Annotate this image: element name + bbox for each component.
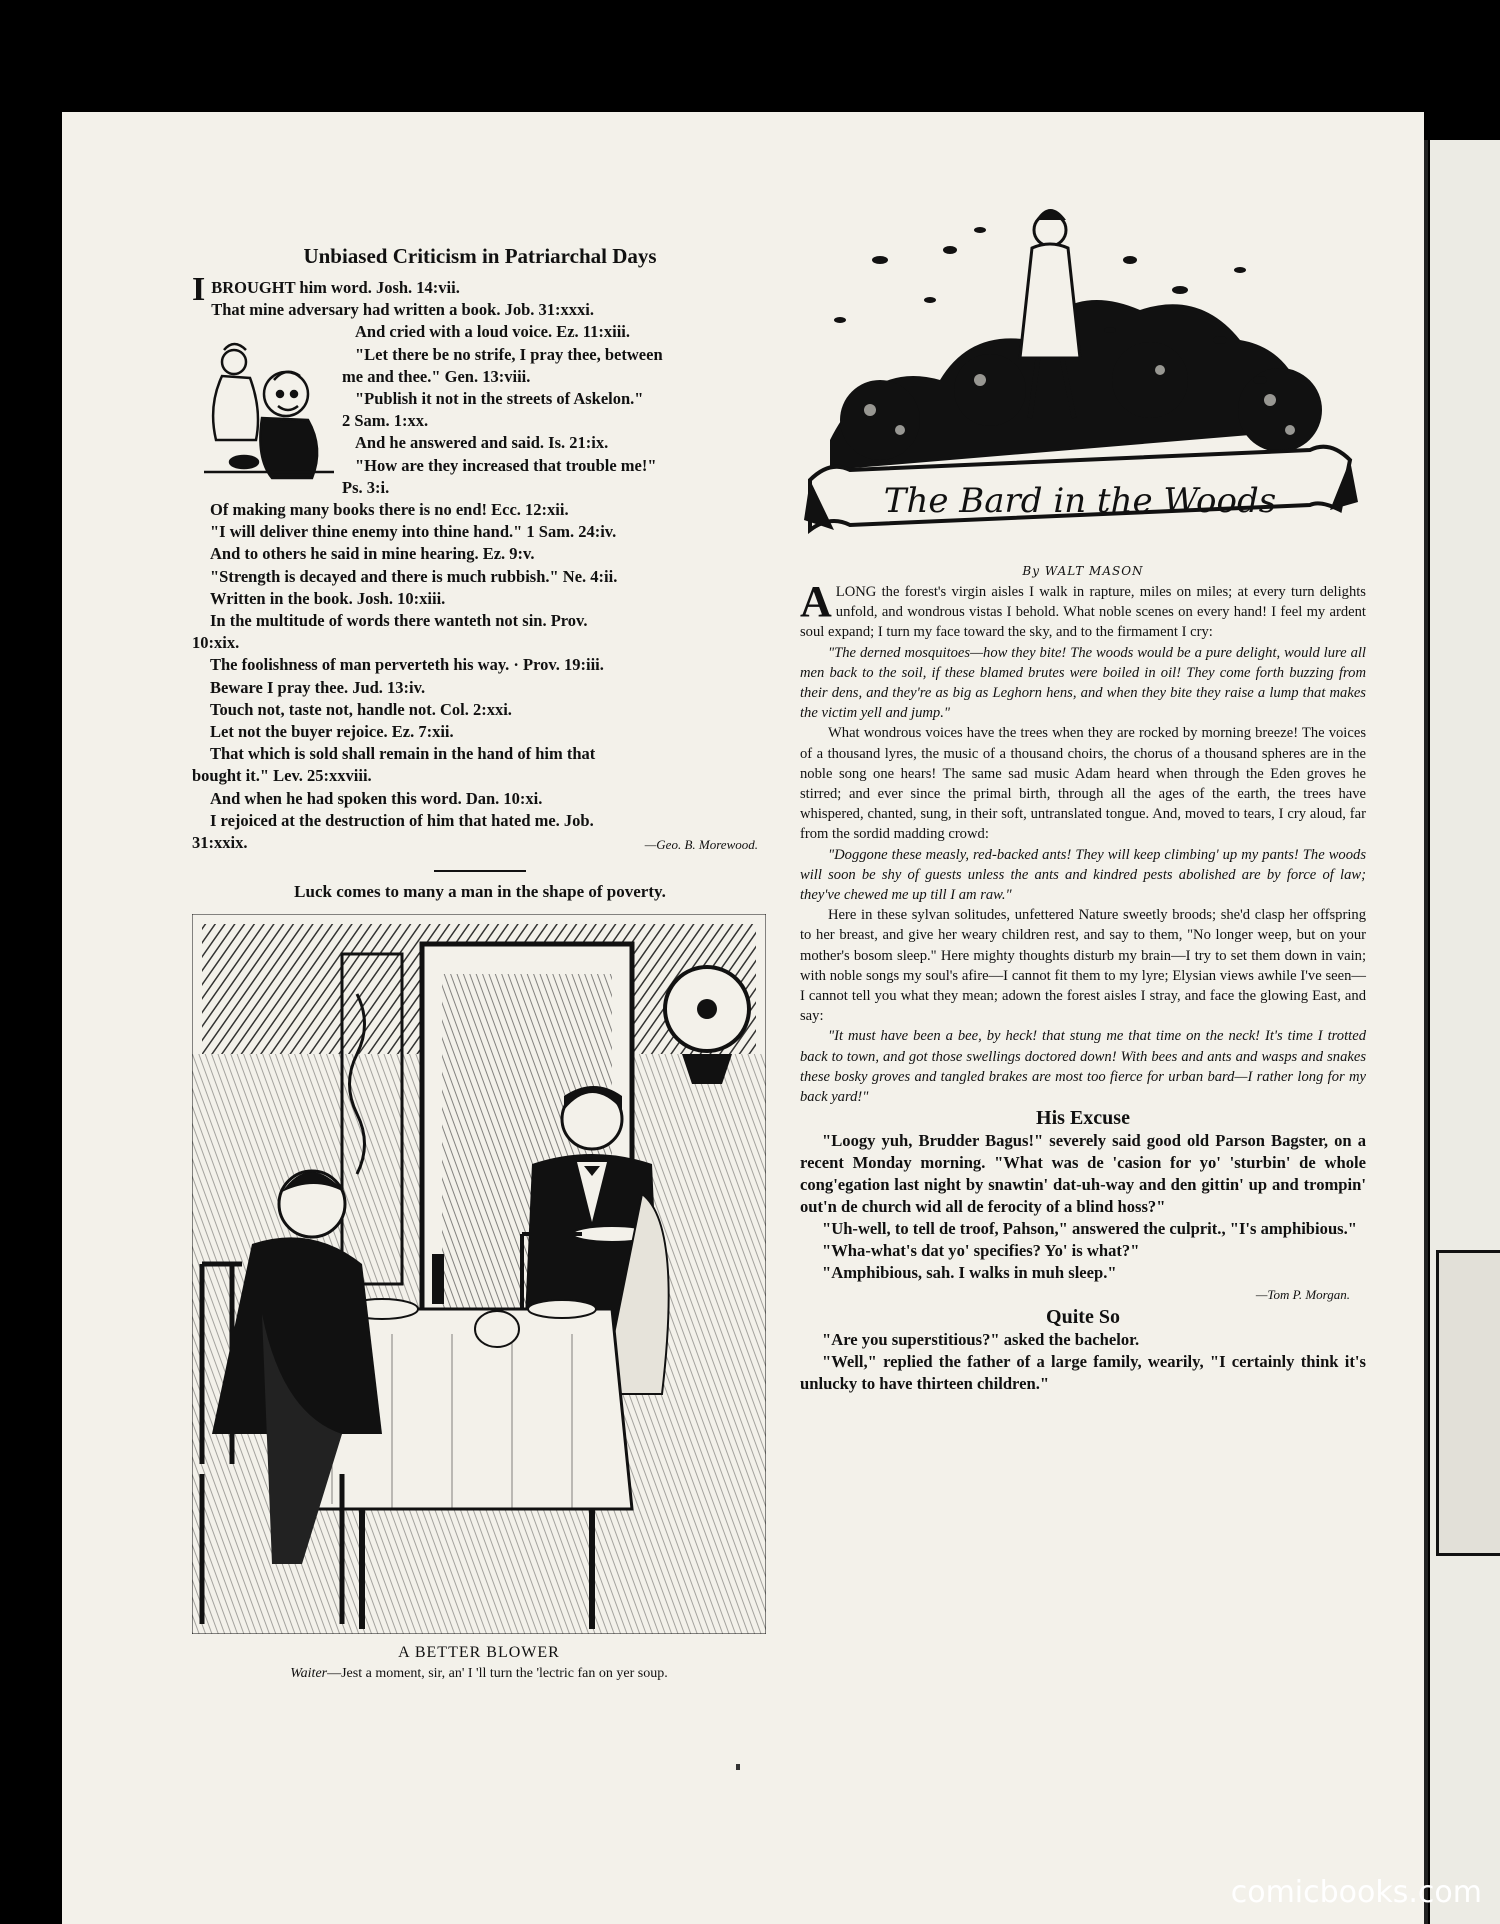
criticism-line: And cried with a loud voice. Ez. 11:xiii. (355, 322, 631, 342)
criticism-signature: —Geo. B. Morewood. (644, 837, 758, 853)
dining-car-illustration-block (192, 914, 766, 1682)
criticism-line: I rejoiced at the destruction of him that hated me. Job. (210, 810, 594, 830)
bard-paragraph: "The derned mosquitoes—how they bite! The woods would be a pure delight, would lure all men back to the soil, if these blamed brutes were boiled in oil! They come forth buzzing from their dens, and they're as big as Leghorn hens, and when they bite they raise a lump that makes the victim yell and jump." (800, 644, 1366, 722)
quite-paragraph: "Well," replied the father of a large family, wearily, "I certainly think it's unlucky to have thirteen children." (800, 1352, 1366, 1394)
excuse-paragraph: "Amphibious, sah. I walks in muh sleep." (822, 1263, 1117, 1283)
excuse-title: His Excuse (1036, 1107, 1130, 1130)
page-gutter (1424, 140, 1428, 1924)
excuse-paragraph: "Uh-well, to tell de troof, Pahson," answered the culprit., "I's amphibious." (822, 1219, 1357, 1239)
criticism-line: That which is sold shall remain in the hand of him that (210, 744, 596, 764)
criticism-line: Of making many books there is no end! Ecc. 12:xii. (210, 500, 569, 520)
criticism-line: In the multitude of words there wanteth not sin. Prov. (210, 611, 588, 631)
criticism-line: Written in the book. Josh. 10:xiii. (210, 588, 446, 608)
criticism-line: "Publish it not in the streets of Askelon." (355, 389, 644, 409)
criticism-title: Unbiased Criticism in Patriarchal Days (303, 244, 657, 268)
readers-sketch (194, 332, 344, 482)
page-mark (736, 1764, 740, 1770)
bard-poem (800, 577, 1366, 1107)
next-page-edge (1430, 140, 1500, 1924)
bard-paragraph: ALONG the forest's virgin aisles I walk in rapture, miles on miles; at every turn delights unfold, and wondrous vistas I behold. What noble scenes on every hand! I feel my ardent soul expand; I turn my face toward the sky, and to the firmament I cry: (800, 577, 1366, 641)
bard-banner-title: The Bard in the Woods (883, 481, 1277, 521)
watermark: comicbooks.com (1230, 1875, 1482, 1910)
criticism-line: bought it." Lev. 25:xxviii. (192, 766, 372, 786)
criticism-line: Let not the buyer rejoice. Ez. 7:xii. (210, 722, 454, 742)
criticism-line: And when he had spoken this word. Dan. 10:xi. (210, 788, 543, 808)
bard-paragraph: "It must have been a bee, by heck! that stung me that time on the neck! It's time I trotted back to town, and got those swellings doctored down! With bees and ants and wasps and snakes these bosky groves and tangled brakes are most too fierce for urban bard—I rather long for my back yard!" (800, 1028, 1366, 1106)
caption-speaker: Waiter (290, 1666, 328, 1681)
divider-rule (434, 870, 526, 872)
excuse-paragraph: "Wha-what's dat yo' specifies? Yo' is what?" (822, 1241, 1140, 1261)
illustration-caption (192, 1666, 766, 1682)
illustration-caption-title: A BETTER BLOWER (398, 1644, 560, 1661)
criticism-line: The foolishness of man perverteth his way. · Prov. 19:iii. (210, 655, 604, 675)
caption-text: —Jest a moment, sir, an' I 'll turn the 'lectric fan on yer soup. (327, 1666, 668, 1681)
quite-story (800, 1329, 1366, 1395)
dining-car-illustration (192, 914, 766, 1634)
excuse-signature: —Tom P. Morgan. (1255, 1287, 1350, 1303)
criticism-line: me and thee." Gen. 13:viii. (342, 366, 531, 386)
criticism-line: 10:xix. (192, 633, 240, 653)
criticism-line: "I will deliver thine enemy into thine hand." 1 Sam. 24:iv. (210, 522, 617, 542)
quite-paragraph: "Are you superstitious?" asked the bachelor. (822, 1330, 1140, 1350)
criticism-line: 2 Sam. 1:xx. (342, 411, 429, 431)
quite-title: Quite So (1046, 1306, 1120, 1329)
next-page-frame (1436, 1250, 1500, 1556)
criticism-line: Touch not, taste not, handle not. Col. 2:xxi. (210, 699, 512, 719)
bard-paragraph: What wondrous voices have the trees when they are rocked by morning breeze! The voices of a thousand lyres, the music of a thousand choirs, the chorus of a thousand spheres are in the noble song one hears! The same sad music Adam heard when through the Eden groves he stirred; and ever since the primal birth, through all the ages of the earth, the trees have whispered, chanted, sung, in their soft, untranslated tongue. And, moved to tears, I cry aloud, far from the sordid madding crowd: (800, 725, 1366, 843)
criticism-line: "How are they increased that trouble me!" (355, 455, 657, 475)
criticism-line: 31:xxix. (192, 833, 248, 853)
bard-banner-illustration (800, 190, 1360, 560)
criticism-line: And he answered and said. Is. 21:ix. (355, 433, 609, 453)
bard-paragraph: "Doggone these measly, red-backed ants! They will keep climbing' up my pants! The woods will soon be shy of guests unless the ants and kindred pests abolished are by force of law; they've chewed me up till I am raw." (800, 846, 1366, 904)
criticism-line: Ps. 3:i. (342, 477, 390, 497)
excuse-paragraph: "Loogy yuh, Brudder Bagus!" severely said good old Parson Bagster, on a recent Monday morning. "What was de 'casion for yo' 'sturbin' de whole cong'egation last night by snawtin' dat-uh-way and den gittin' up and trompin' out'n de church wid all de ferocity of a blind hoss?" (800, 1131, 1366, 1217)
criticism-line: I BROUGHT him word. Josh. 14:vii. (192, 271, 460, 308)
luck-quip: Luck comes to many a man in the shape of poverty. (294, 882, 666, 902)
criticism-line: Beware I pray thee. Jud. 13:iv. (210, 677, 426, 697)
criticism-line: "Let there be no strife, I pray thee, between (355, 344, 663, 364)
bard-byline: By WALT MASON (1022, 564, 1144, 578)
excuse-story (800, 1130, 1366, 1306)
bard-dropcap: A (800, 577, 832, 626)
criticism-line: That mine adversary had written a book. Job. 31:xxxi. (211, 300, 594, 320)
criticism-dropcap: I (192, 271, 206, 308)
criticism-line: And to others he said in mine hearing. Ez. 9:v. (210, 544, 535, 564)
right-column (800, 564, 1366, 1395)
criticism-line: "Strength is decayed and there is much rubbish." Ne. 4:ii. (210, 566, 618, 586)
bard-paragraph: Here in these sylvan solitudes, unfettered Nature sweetly broods; she'd clasp her offspring to her breast, and give her weary children rest, and say to them, "No longer weep, but on your mother's bosom sleep." Here mighty thoughts disturb my brain—I try to set them down in vain; with noble songs my soul's afire—I cannot fit them to my lyre; Elysian views awhile I've seen—I cannot tell you what they mean; adown the forest aisles I stray, and face the glowing East, and say: (800, 907, 1366, 1025)
